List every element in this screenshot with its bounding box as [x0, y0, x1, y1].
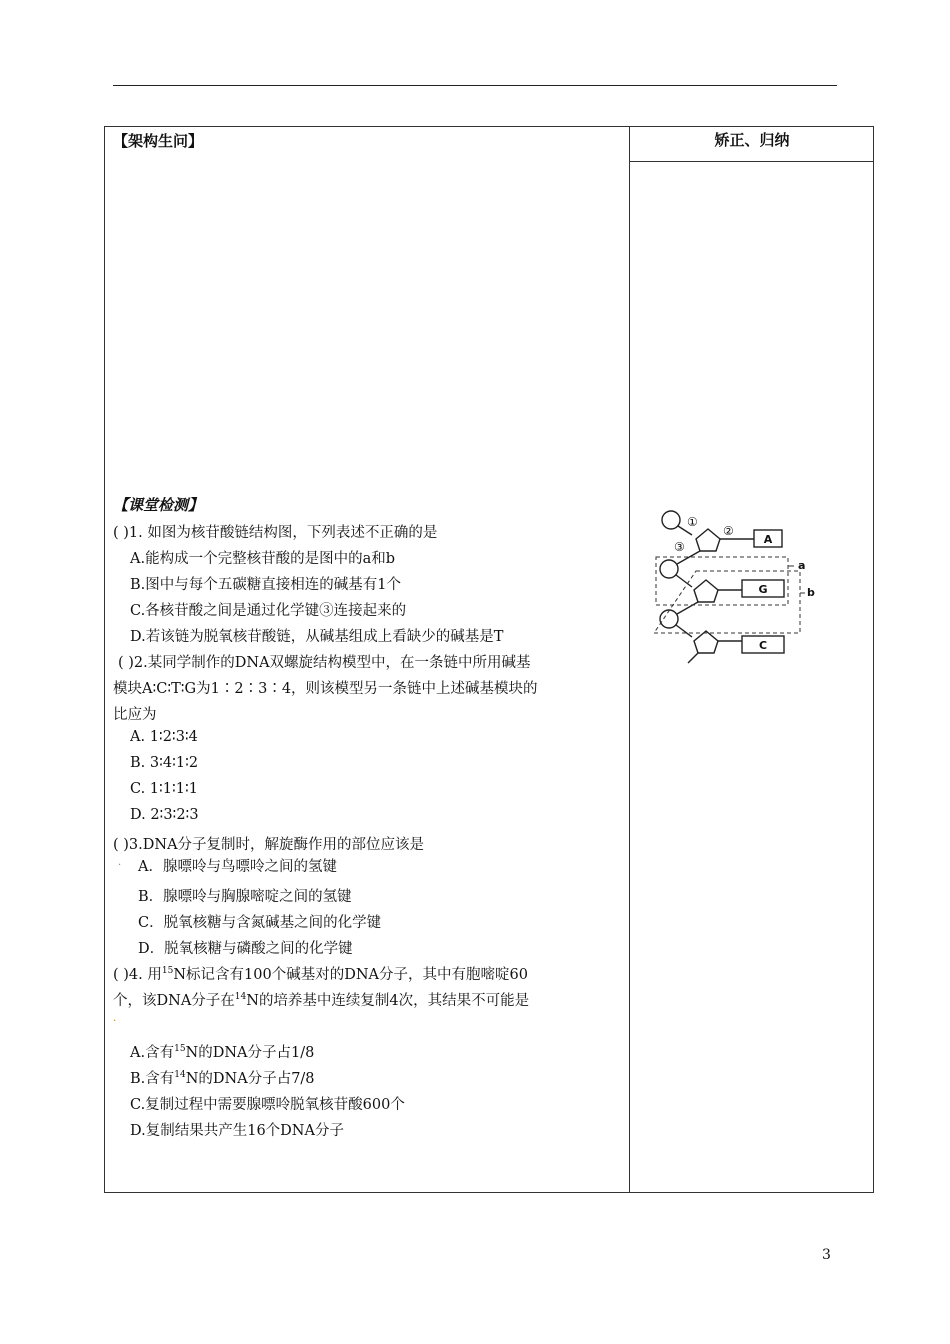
q1-option-b: B.图中与每个五碳糖直接相连的碱基有1个: [130, 577, 401, 593]
label-bracket-b: b: [807, 586, 815, 599]
q2-stem-line-1: ( )2.某同学制作的DNA双螺旋结构模型中，在一条链中所用碱基: [118, 655, 531, 671]
header-rule: [113, 85, 837, 86]
q3-option-c: C．脱氧核糖与含氮碱基之间的化学键: [138, 915, 382, 931]
q4-option-d: D.复制结果共产生16个DNA分子: [130, 1123, 344, 1139]
right-header-divider: [629, 161, 874, 162]
q2-option-b: B. 3∶4∶1∶2: [130, 755, 199, 771]
phosphate-3: [660, 610, 678, 628]
q1-stem: ( )1. 如图为核苷酸链结构图，下列表述不正确的是: [113, 525, 438, 541]
stray-mark: ·: [118, 860, 122, 871]
q4-option-c: C.复制过程中需要腺嘌呤脱氧核苷酸600个: [130, 1097, 405, 1113]
q3-stem: ( )3.DNA分子复制时，解旋酶作用的部位应该是: [113, 837, 425, 853]
base-c-label: C: [758, 639, 768, 652]
q1-option-c: C.各核苷酸之间是通过化学键③连接起来的: [130, 603, 407, 619]
page-number: 3: [822, 1247, 831, 1263]
label-circle-1: ①: [687, 515, 698, 529]
section-title-framework: 【架构生问】: [113, 132, 204, 150]
sugar-1: [696, 529, 720, 551]
q1-option-d: D.若该链为脱氧核苷酸链，从碱基组成上看缺少的碱基是T: [130, 629, 504, 645]
q3-option-b: B．腺嘌呤与胸腺嘧啶之间的氢键: [138, 889, 352, 905]
label-circle-3: ③: [674, 540, 685, 554]
sugar-3: [694, 631, 718, 653]
q2-stem-line-2: 模块A∶C∶T∶G为1∶2∶3∶4，则该模型另一条链中上述碱基模块的: [113, 681, 538, 697]
q4-stem-line-1: ( )4. 用$^{15}$N标记含有100个碱基对的DNA分子，其中有胞嘧啶60: [113, 966, 528, 983]
base-a-label: A: [763, 533, 773, 546]
q2-option-c: C. 1∶1∶1∶1: [130, 781, 199, 797]
q4-option-a: A.含有$^{15}$N的DNA分子占1/8: [130, 1044, 315, 1061]
q3-option-d: D．脱氧核糖与磷酸之间的化学键: [138, 941, 353, 957]
q2-option-d: D. 2∶3∶2∶3: [130, 807, 199, 823]
column-divider: [629, 126, 630, 1193]
q1-option-a: A.能构成一个完整核苷酸的是图中的a和b: [130, 551, 396, 567]
nucleotide-chain-figure: [650, 505, 840, 675]
label-bracket-a: a: [798, 559, 806, 572]
q4-option-b: B.含有$^{14}$N的DNA分子占7/8: [130, 1070, 315, 1087]
column-header-correction: 矫正、归纳: [714, 131, 790, 149]
phosphate-1: [662, 511, 680, 529]
q3-option-a: A．腺嘌呤与鸟嘌呤之间的氢键: [138, 859, 337, 875]
q2-stem-line-3: 比应为: [113, 707, 157, 723]
sugar-2: [694, 580, 718, 602]
section-title-class-test: 【课堂检测】: [113, 496, 204, 514]
q4-stem-line-2: 个，该DNA分子在$^{14}$N的培养基中连续复制4次，其结果不可能是: [113, 992, 530, 1009]
phosphate-2: [660, 560, 678, 578]
stray-mark-2: ·: [113, 1016, 117, 1027]
q2-option-a: A. 1∶2∶3∶4: [130, 729, 198, 745]
label-circle-2: ②: [723, 524, 734, 538]
base-g-label: G: [758, 583, 768, 596]
